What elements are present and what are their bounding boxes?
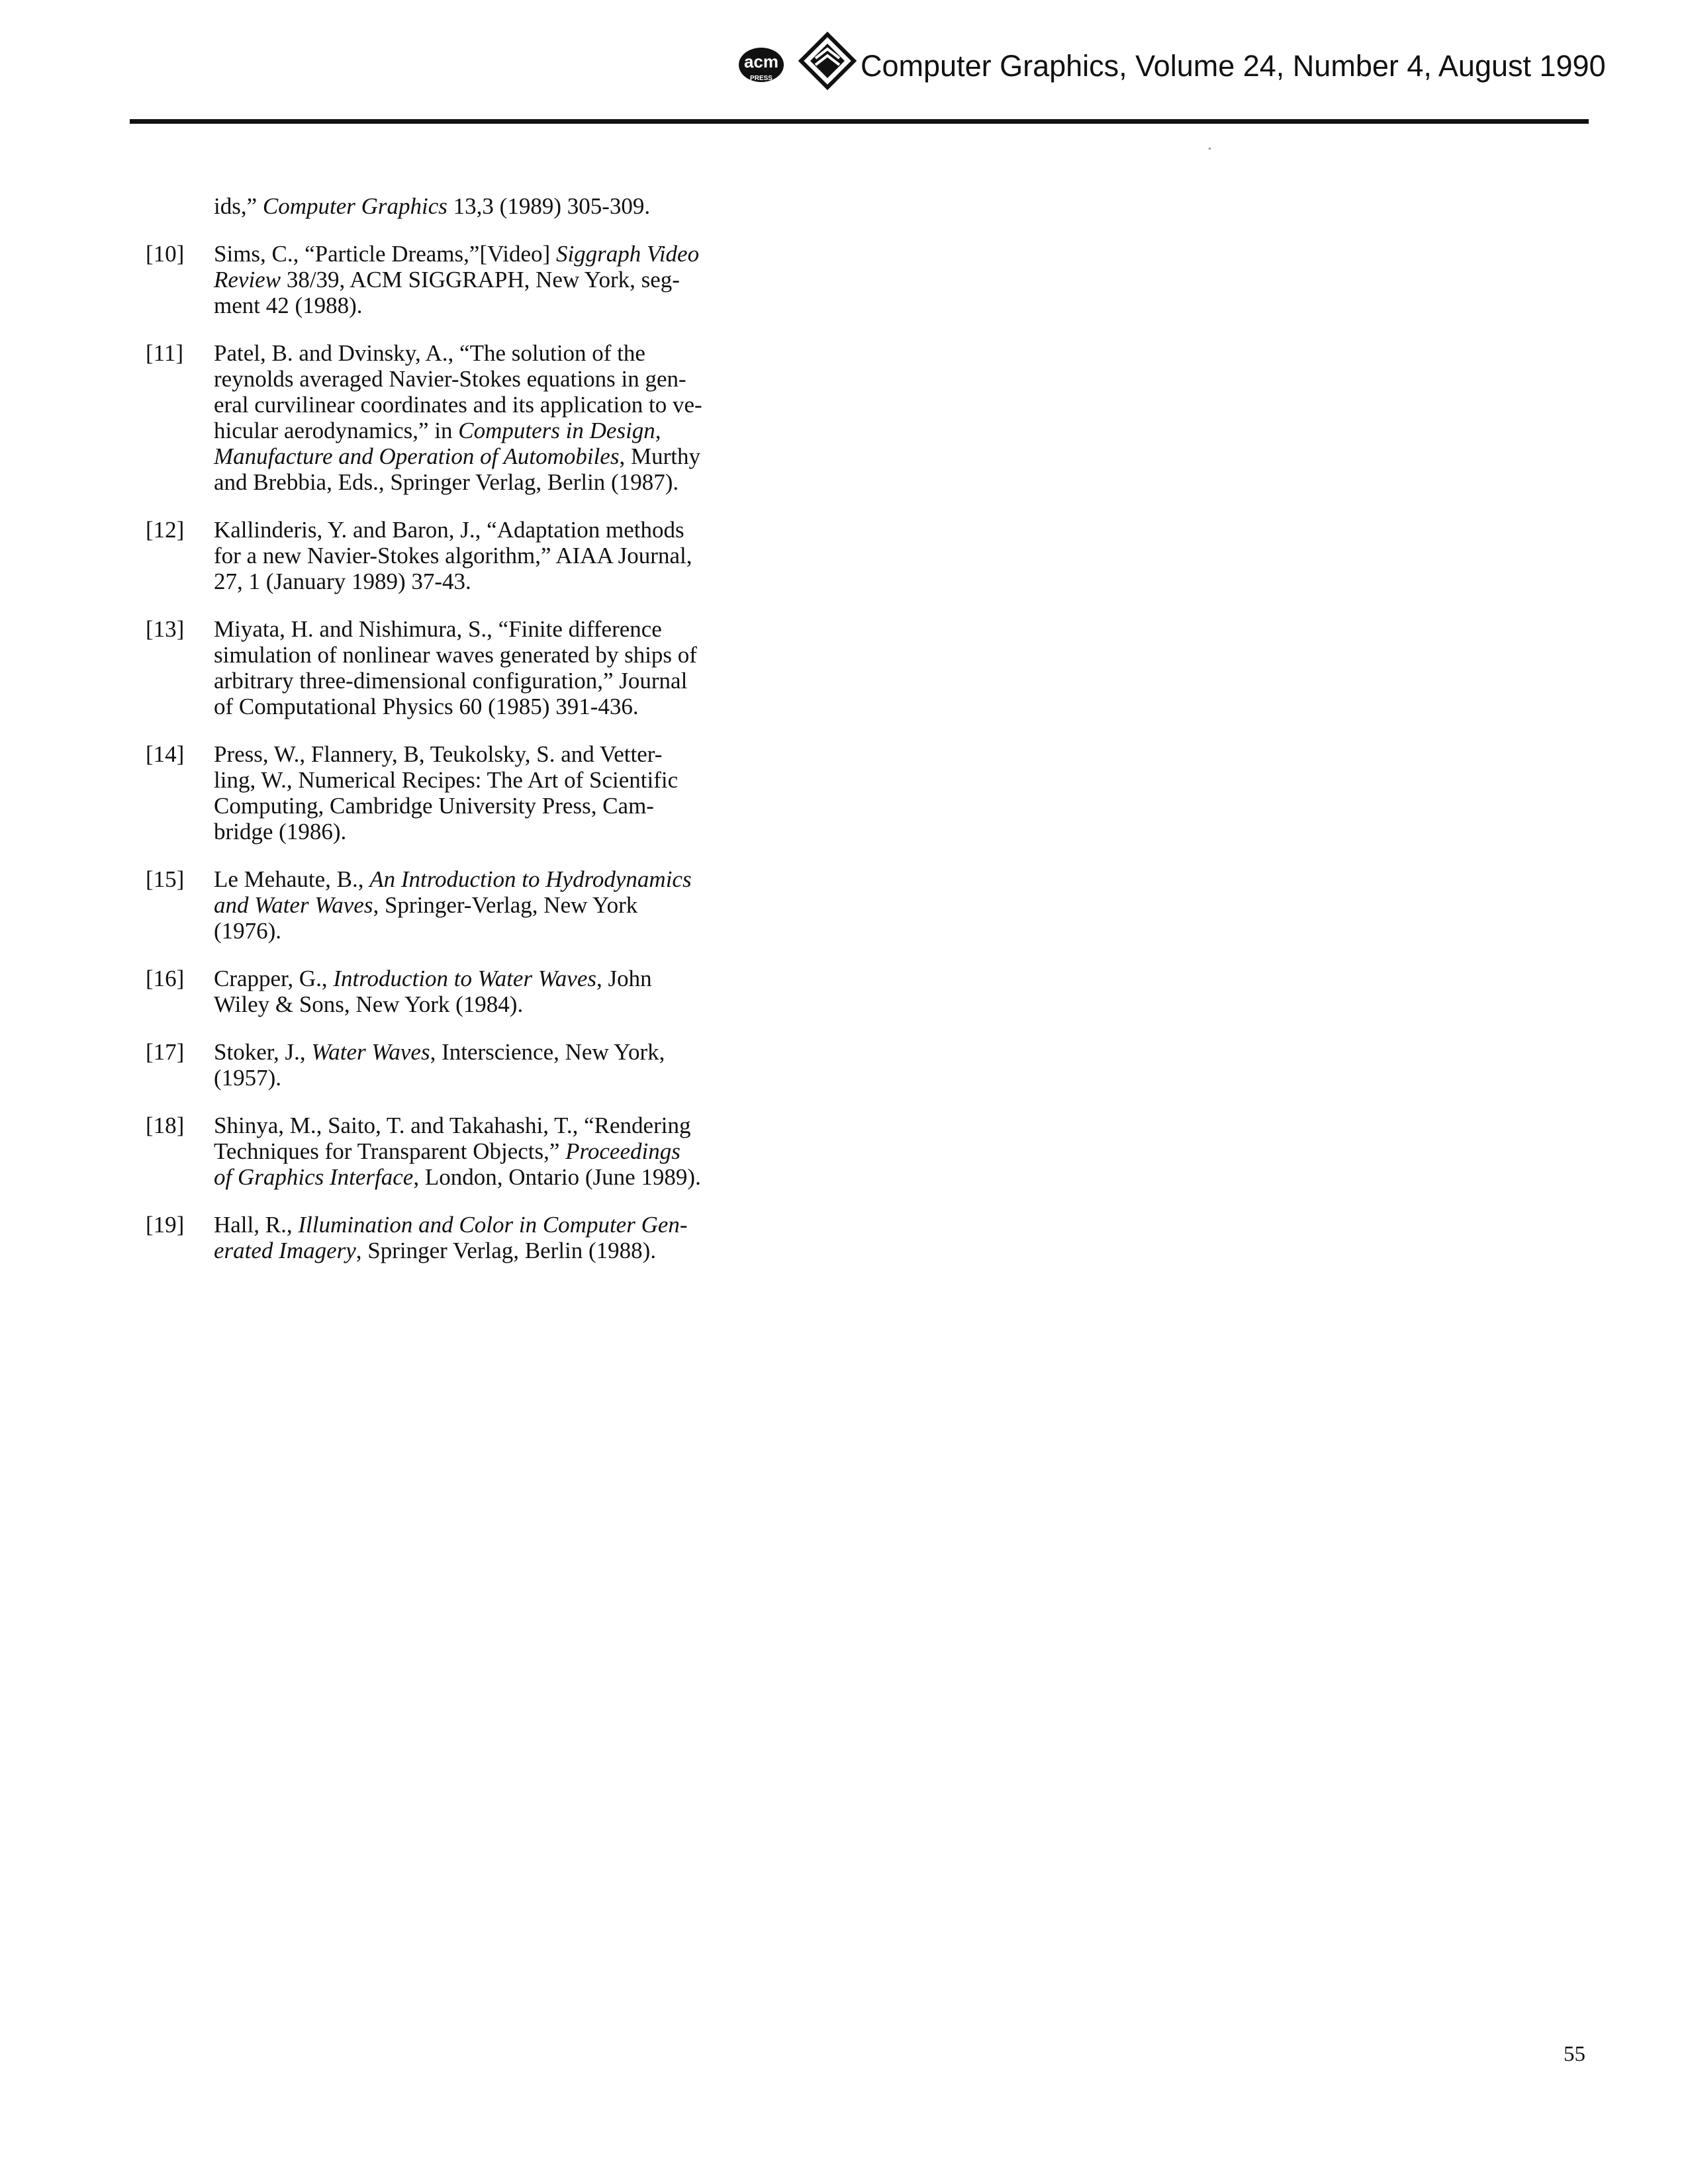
reference-line (214, 767, 781, 793)
reference-item (146, 241, 781, 318)
text-segment: simulation of nonlinear waves generated by ships of (214, 642, 697, 668)
reference-line (214, 866, 781, 892)
reference-line (214, 569, 781, 594)
reference-text (214, 966, 781, 1017)
text-segment: Hall, R., (214, 1212, 299, 1238)
reference-line (214, 694, 781, 719)
reference-line (214, 668, 781, 694)
reference-text (214, 1039, 781, 1091)
text-segment: Crapper, G., (214, 966, 334, 991)
siggraph-logo-icon (798, 32, 857, 90)
text-segment: ment 42 (1988). (214, 293, 363, 318)
text-segment: (1957). (214, 1065, 282, 1091)
reference-item (146, 193, 781, 219)
reference-text (214, 1212, 781, 1263)
reference-line (214, 1113, 781, 1138)
reference-text (214, 193, 781, 219)
reference-line (214, 793, 781, 819)
reference-line (214, 1138, 781, 1164)
text-segment: for a new Navier-Stokes algorithm,” AIAA Journal, (214, 543, 692, 569)
text-segment: eral curvilinear coordinates and its application to ve- (214, 392, 702, 418)
page-number: 55 (1564, 2042, 1585, 2066)
reference-line (214, 517, 781, 543)
text-segment: Wiley & Sons, New York (1984). (214, 991, 524, 1017)
reference-line (214, 642, 781, 668)
reference-line (214, 741, 781, 767)
text-segment: bridge (1986). (214, 819, 347, 844)
reference-line (214, 443, 781, 469)
text-segment: Miyata, H. and Nishimura, S., “Finite difference (214, 616, 662, 642)
text-segment: , John (596, 966, 652, 991)
text-segment: and Brebbia, Eds., Springer Verlag, Berlin (1987). (214, 469, 679, 495)
reference-number: [14] (146, 741, 185, 767)
reference-text (214, 241, 781, 318)
text-segment: arbitrary three-dimensional configuration,” Journal (214, 668, 688, 694)
text-segment: of Computational Physics 60 (1985) 391-436. (214, 694, 639, 719)
italic-segment: Computer Graphics (262, 193, 447, 219)
reference-item (146, 1039, 781, 1091)
reference-line (214, 1164, 781, 1190)
text-segment: Le Mehaute, B., (214, 866, 370, 892)
acm-logo-text: acm (743, 52, 779, 71)
text-segment: , Interscience, New York, (430, 1039, 665, 1065)
italic-segment: Computers in Design, (458, 418, 661, 443)
journal-title: Computer Graphics, Volume 24, Number 4, August 1990 (861, 49, 1606, 83)
text-segment: 27, 1 (January 1989) 37-43. (214, 569, 471, 594)
text-segment: Kallinderis, Y. and Baron, J., “Adaptation methods (214, 517, 684, 543)
italic-segment: of Graphics Interface (214, 1164, 414, 1190)
text-segment: ling, W., Numerical Recipes: The Art of Scientific (214, 767, 679, 793)
italic-segment: Manufacture and Operation of Automobiles (214, 443, 620, 469)
reference-number: [11] (146, 340, 184, 366)
reference-line (214, 1212, 781, 1238)
text-segment: , Springer Verlag, Berlin (1988). (355, 1238, 657, 1263)
reference-line (214, 616, 781, 642)
reference-line (214, 366, 781, 392)
text-segment: Techniques for Transparent Objects,” (214, 1138, 566, 1164)
acm-press-logo-icon (735, 45, 788, 89)
scan-speck (1209, 148, 1211, 150)
italic-segment: Siggraph Video (555, 241, 700, 267)
text-segment: Stoker, J., (214, 1039, 312, 1065)
italic-segment: erated Imagery (214, 1238, 356, 1263)
text-segment: hicular aerodynamics,” in (214, 418, 459, 443)
reference-line (214, 193, 781, 219)
reference-text (214, 741, 781, 844)
reference-number: [18] (146, 1113, 185, 1138)
italic-segment: Review (214, 267, 281, 293)
reference-line (214, 991, 781, 1017)
reference-line (214, 293, 781, 318)
reference-number: [15] (146, 866, 185, 892)
reference-line (214, 392, 781, 418)
reference-text (214, 1113, 781, 1190)
reference-line (214, 966, 781, 991)
italic-segment: Illumination and Color in Computer Gen- (298, 1212, 688, 1238)
text-segment: reynolds averaged Navier-Stokes equations in gen- (214, 366, 686, 392)
reference-item (146, 866, 781, 944)
reference-number: [13] (146, 616, 185, 642)
reference-line (214, 1065, 781, 1091)
reference-line (214, 418, 781, 443)
reference-number: [17] (146, 1039, 185, 1065)
reference-line (214, 469, 781, 495)
text-segment: ids,” (214, 193, 263, 219)
reference-line (214, 241, 781, 267)
page-header (0, 26, 1688, 99)
reference-item (146, 517, 781, 594)
italic-segment: Water Waves (311, 1039, 430, 1065)
reference-item (146, 340, 781, 495)
reference-number: [19] (146, 1212, 185, 1238)
reference-number: [16] (146, 966, 185, 991)
text-segment: 13,3 (1989) 305-309. (447, 193, 651, 219)
reference-item (146, 1212, 781, 1263)
reference-item (146, 741, 781, 844)
italic-segment: Proceedings (565, 1138, 680, 1164)
text-segment: , Springer-Verlag, New York (373, 892, 638, 918)
reference-item (146, 1113, 781, 1190)
acm-logo-subtext: PRESS (750, 75, 773, 82)
reference-line (214, 1039, 781, 1065)
text-segment: Press, W., Flannery, B, Teukolsky, S. and Vetter- (214, 741, 663, 767)
text-segment: Shinya, M., Saito, T. and Takahashi, T., “Rendering (214, 1113, 691, 1138)
text-segment: 38/39, ACM SIGGRAPH, New York, seg- (281, 267, 680, 293)
text-segment: , London, Ontario (June 1989). (413, 1164, 701, 1190)
reference-line (214, 819, 781, 844)
reference-item (146, 966, 781, 1017)
reference-number: [12] (146, 517, 185, 543)
text-segment: Patel, B. and Dvinsky, A., “The solution of the (214, 340, 645, 366)
reference-text (214, 616, 781, 719)
reference-line (214, 918, 781, 944)
header-rule (130, 119, 1589, 124)
reference-list (146, 193, 781, 1285)
reference-number: [10] (146, 241, 185, 267)
text-segment: Sims, C., “Particle Dreams,”[Video] (214, 241, 556, 267)
reference-line (214, 892, 781, 918)
text-segment: Computing, Cambridge University Press, Cam- (214, 793, 654, 819)
reference-item (146, 616, 781, 719)
italic-segment: Introduction to Water Waves (333, 966, 596, 991)
reference-line (214, 1238, 781, 1263)
reference-line (214, 340, 781, 366)
text-segment: (1976). (214, 918, 282, 944)
reference-line (214, 543, 781, 569)
reference-text (214, 340, 781, 495)
reference-text (214, 517, 781, 594)
italic-segment: An Introduction to Hydrodynamics (369, 866, 692, 892)
text-segment: , Murthy (619, 443, 700, 469)
reference-text (214, 866, 781, 944)
reference-line (214, 267, 781, 293)
italic-segment: and Water Waves (214, 892, 373, 918)
